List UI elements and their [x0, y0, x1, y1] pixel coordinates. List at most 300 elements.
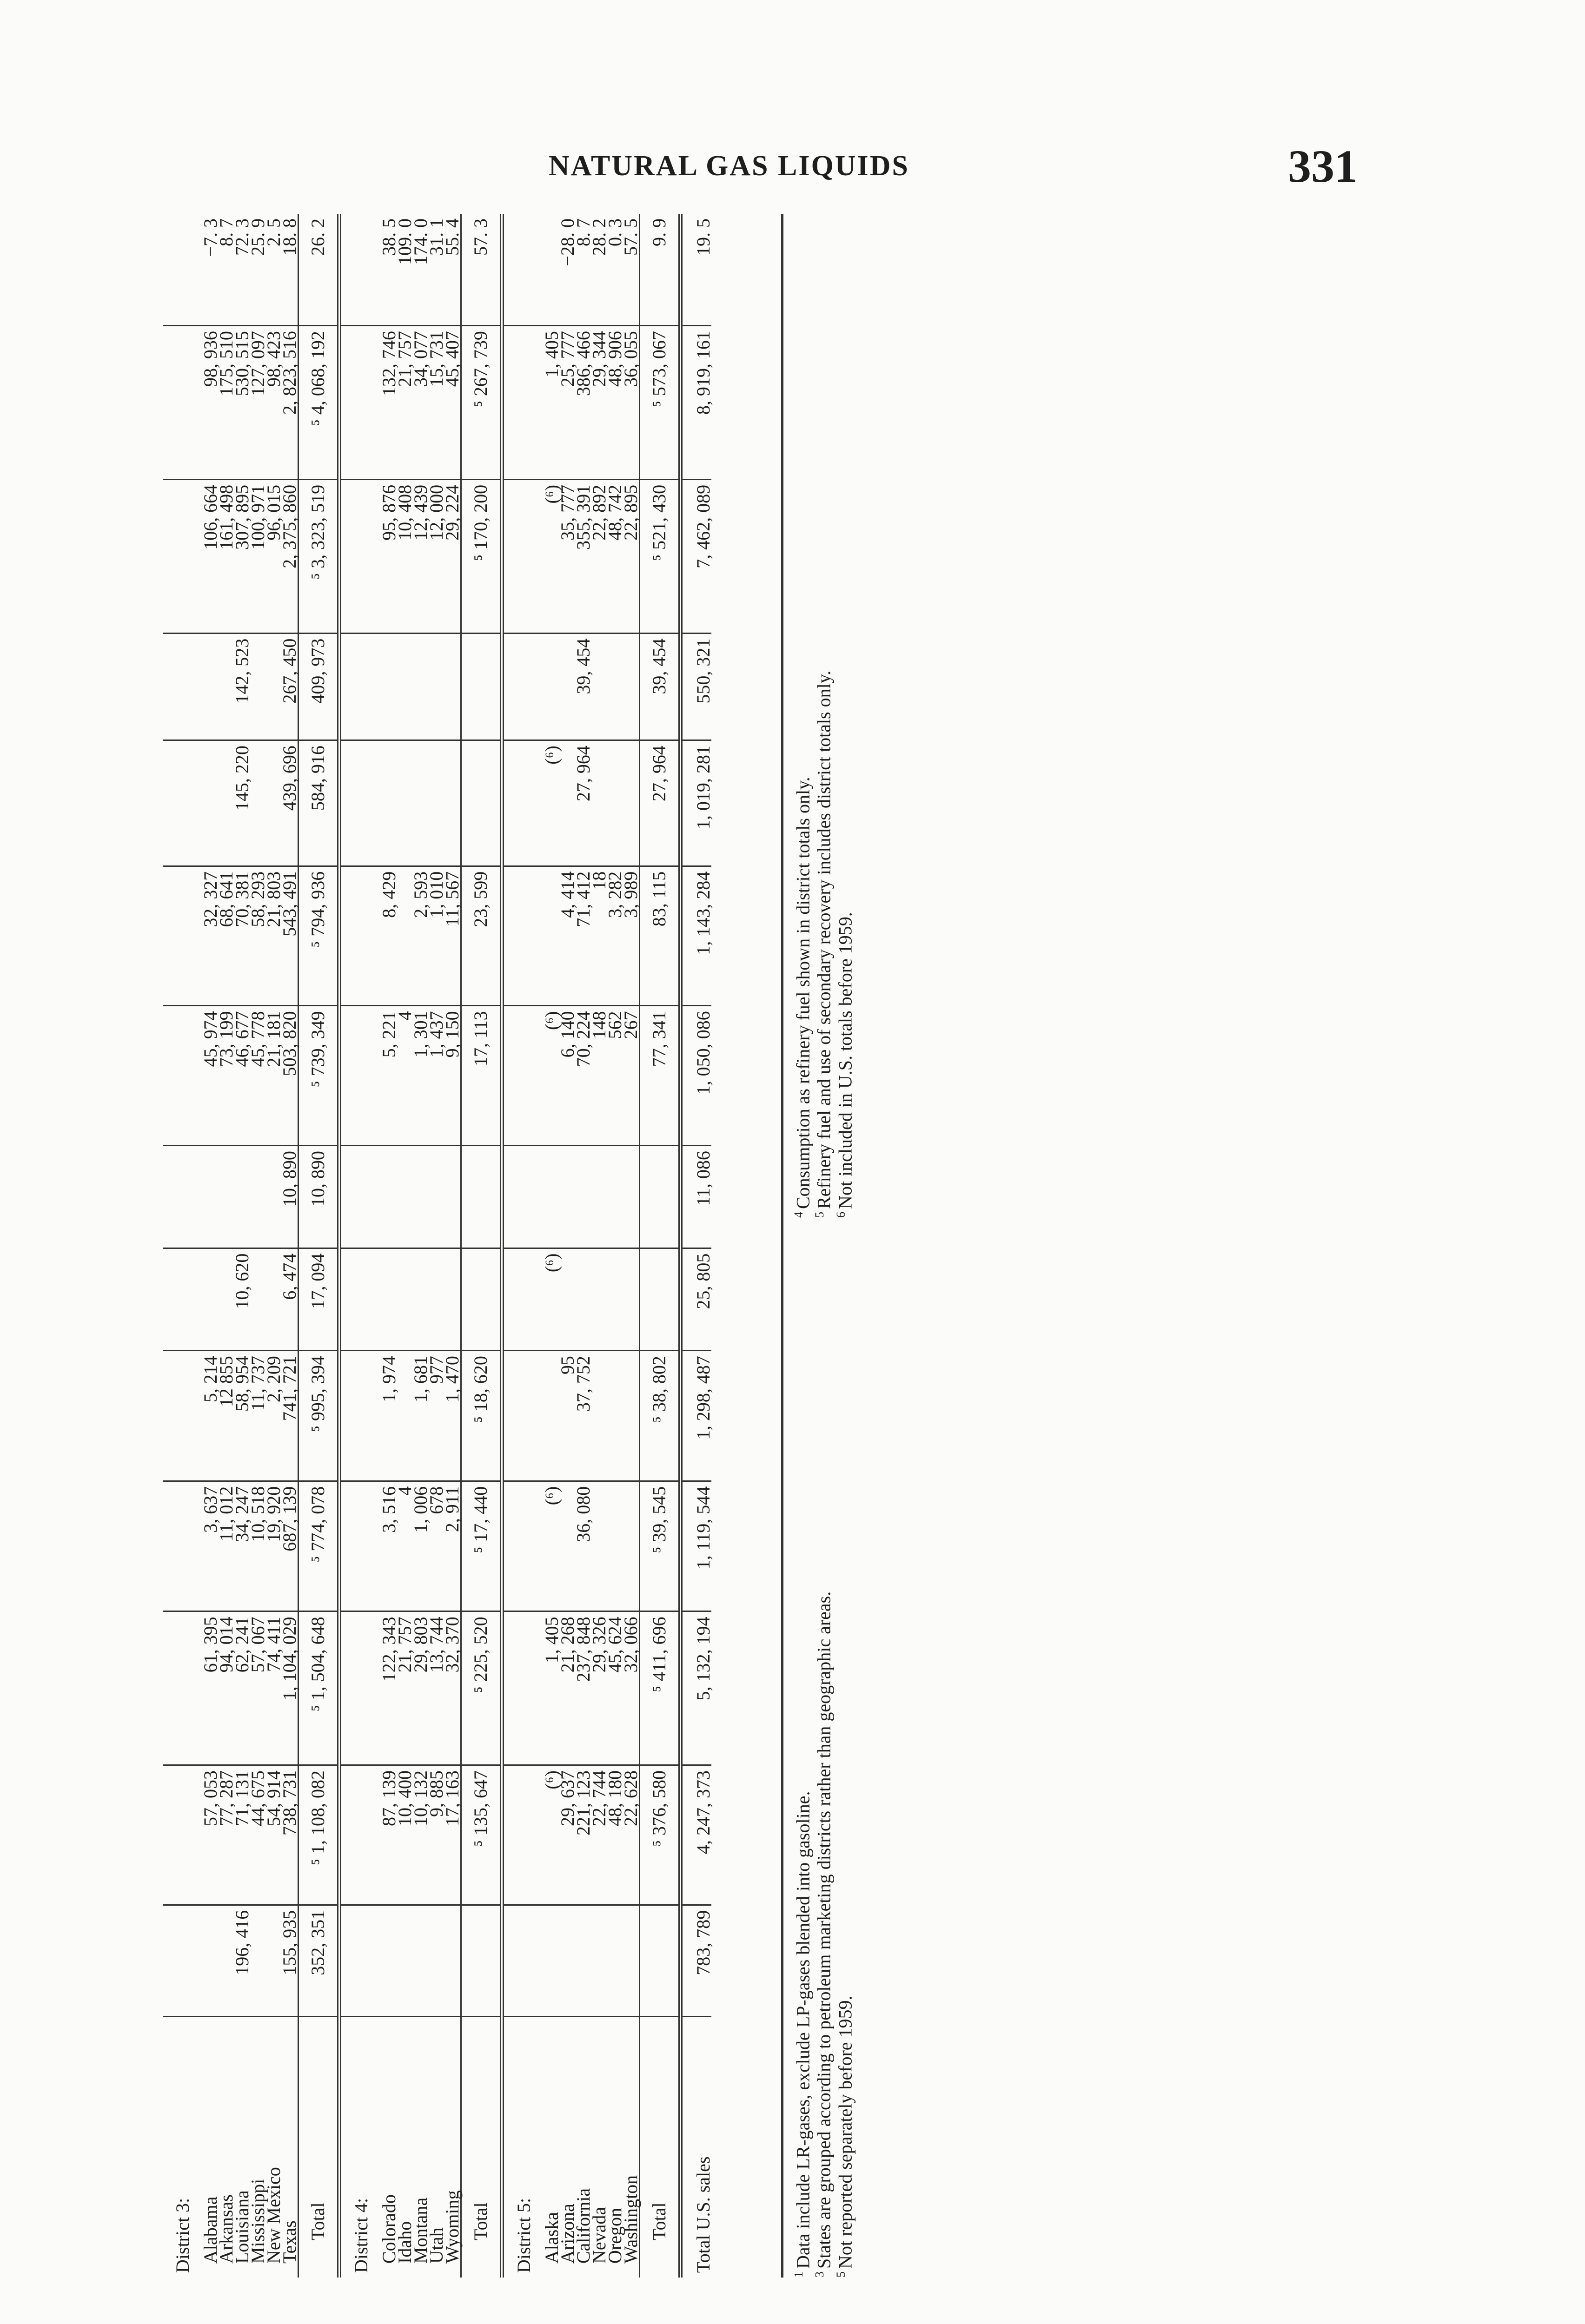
table-cell [591, 1481, 607, 1611]
table-cell: 22, 892 [591, 479, 607, 633]
table-cell [444, 633, 461, 740]
table-cell: 267, 450 [282, 633, 298, 740]
table-cell: 584, 916 [298, 740, 339, 866]
table-cell [607, 1481, 623, 1611]
row-label: Utah [426, 2227, 447, 2264]
table-cell: 267 [623, 1006, 640, 1146]
table-cell: 28. 2 [591, 214, 607, 326]
table-cell: 2, 911 [444, 1481, 461, 1611]
table-cell: ⁵ 170, 200 [461, 479, 502, 633]
table-cell [444, 740, 461, 866]
table-cell [461, 1146, 502, 1248]
table-cell: 27, 964 [576, 740, 591, 866]
table-row [282, 214, 298, 2278]
table-cell: 25, 805 [681, 1248, 712, 1350]
table-cell: 29, 224 [444, 479, 461, 633]
table-cell [413, 1248, 429, 1350]
table-cell: 3, 282 [607, 866, 623, 1006]
table-cell: 57. 3 [461, 214, 502, 326]
table-cell: 46, 677 [234, 1006, 250, 1146]
table-cell [163, 633, 203, 740]
table-cell [381, 1248, 397, 1350]
table-cell: 386, 466 [576, 326, 591, 480]
table-cell: 977 [429, 1351, 444, 1481]
table-cell [576, 1905, 591, 2017]
table-cell: 98, 936 [203, 326, 219, 480]
table-cell [502, 326, 544, 480]
table-cell [461, 633, 502, 740]
table-cell [429, 740, 444, 866]
table-cell: 4, 414 [560, 866, 576, 1006]
footnote: $^1$Data include LR-gases, exclude LP-gases blended into gasoline. [792, 1791, 814, 2278]
row-label: Total [640, 2017, 681, 2278]
footnote: $^5$Not reported separately before 1959. [834, 1995, 856, 2278]
row-label: Alaska [541, 2212, 562, 2264]
table-cell: 8, 429 [381, 866, 397, 1006]
table-cell: 741, 721 [282, 1351, 298, 1481]
table-cell: 45, 778 [250, 1006, 266, 1146]
table-row [444, 214, 461, 2278]
table-cell: 83, 115 [640, 866, 681, 1006]
table-cell [544, 1146, 560, 1248]
table-cell: 530, 515 [234, 326, 250, 480]
table-cell [250, 740, 266, 866]
table-cell [163, 214, 203, 326]
table-cell: 5, 214 [203, 1351, 219, 1481]
table-cell: 71, 131 [234, 1765, 250, 1905]
table-cell: 2, 375, 860 [282, 479, 298, 633]
table-cell [607, 1905, 623, 2017]
table-cell: 62, 241 [234, 1611, 250, 1765]
table-cell: 11, 012 [219, 1481, 234, 1611]
table-cell [219, 1146, 234, 1248]
table-cell: ⁵ 1, 108, 082 [298, 1765, 339, 1905]
table-cell [339, 326, 382, 480]
table-cell: 57, 053 [203, 1765, 219, 1905]
table-cell [502, 1765, 544, 1905]
table-cell: 72. 3 [234, 214, 250, 326]
row-label: Wyoming [442, 2190, 463, 2264]
table-cell: 687, 139 [282, 1481, 298, 1611]
table-cell [461, 740, 502, 866]
table-cell [623, 1146, 640, 1248]
table-cell: 10, 890 [298, 1146, 339, 1248]
table-cell [623, 740, 640, 866]
table-cell: 26. 2 [298, 214, 339, 326]
table-cell: ⁵ 17, 440 [461, 1481, 502, 1611]
table-cell: 34, 077 [413, 326, 429, 480]
table-cell: 31. 1 [429, 214, 444, 326]
sales-table [163, 214, 714, 2278]
table-cell: −28. 0 [560, 214, 576, 326]
table-cell: 5, 221 [381, 1006, 397, 1146]
table-cell: 1, 437 [429, 1006, 444, 1146]
table-cell [339, 1006, 382, 1146]
row-label: District 4: [339, 2017, 382, 2278]
table-cell: 503, 820 [282, 1006, 298, 1146]
table-row [681, 214, 712, 2278]
table-cell: 550, 321 [681, 633, 712, 740]
table-cell: 10, 518 [250, 1481, 266, 1611]
table-cell: ⁵ 573, 067 [640, 326, 681, 480]
table-cell: 29, 344 [591, 326, 607, 480]
table-cell: 29, 803 [413, 1611, 429, 1765]
table-cell [381, 740, 397, 866]
table-cell: 409, 973 [298, 633, 339, 740]
table-cell: 10, 620 [234, 1248, 250, 1350]
table-cell: 2, 823, 516 [282, 326, 298, 480]
table-cell [339, 866, 382, 1006]
table-cell [640, 1248, 681, 1350]
table-cell: 12, 439 [413, 479, 429, 633]
table-cell: 562 [607, 1006, 623, 1146]
table-row [163, 214, 203, 2278]
table-cell: 13, 744 [429, 1611, 444, 1765]
table-cell [429, 1248, 444, 1350]
footnote-rule [781, 214, 783, 2278]
table-cell: 7, 462, 089 [681, 479, 712, 633]
running-title: NATURAL GAS LIQUIDS [549, 150, 909, 182]
table-cell: 21, 757 [397, 326, 413, 480]
table-cell: 221, 123 [576, 1765, 591, 1905]
table-cell: 1, 298, 487 [681, 1351, 712, 1481]
table-cell [444, 1905, 461, 2017]
table-cell [607, 1146, 623, 1248]
table-cell: ⁵ 135, 647 [461, 1765, 502, 1905]
table-cell: 1, 405 [544, 326, 560, 480]
table-cell: 4 [397, 1481, 413, 1611]
table-cell: 145, 220 [234, 740, 250, 866]
table-cell: 8. 7 [576, 214, 591, 326]
table-cell: ⁵ 739, 349 [298, 1006, 339, 1146]
table-row [461, 214, 502, 2278]
table-cell: 21, 268 [560, 1611, 576, 1765]
table-cell [607, 1351, 623, 1481]
table-row [623, 214, 640, 2278]
table-cell: 196, 416 [234, 1905, 250, 2017]
table-cell [163, 1481, 203, 1611]
table-cell: 36, 080 [576, 1481, 591, 1611]
table-row [339, 214, 382, 2278]
table-cell: 98, 423 [266, 326, 282, 480]
table-cell: 1, 301 [413, 1006, 429, 1146]
table-cell: (⁶) [544, 479, 560, 633]
table-cell: 12, 000 [429, 479, 444, 633]
table-cell: 27, 964 [640, 740, 681, 866]
table-cell: 21, 803 [266, 866, 282, 1006]
table-cell [607, 740, 623, 866]
table-cell: 17, 163 [444, 1765, 461, 1905]
table-cell: 10, 132 [413, 1765, 429, 1905]
row-label: Idaho [394, 2221, 415, 2264]
row-label: Alabama [200, 2196, 221, 2264]
table-cell: ⁵ 774, 078 [298, 1481, 339, 1611]
table-cell [339, 633, 382, 740]
table-cell: 25. 9 [250, 214, 266, 326]
table-cell: 1, 119, 544 [681, 1481, 712, 1611]
row-label: District 5: [502, 2017, 544, 2278]
table-cell: 32, 370 [444, 1611, 461, 1765]
table-cell: 18 [591, 866, 607, 1006]
table-cell [502, 1481, 544, 1611]
table-cell: 70, 381 [234, 866, 250, 1006]
table-cell: 73, 199 [219, 1006, 234, 1146]
footnote: $^4$Consumption as refinery fuel shown in district totals only. [792, 777, 814, 1218]
table-cell: 11, 086 [681, 1146, 712, 1248]
table-cell: 10, 400 [397, 1765, 413, 1905]
table-cell [502, 1611, 544, 1765]
table-cell: 10, 890 [282, 1146, 298, 1248]
row-label: Texas [279, 2220, 300, 2264]
row-label: Arizona [557, 2204, 578, 2264]
table-cell [339, 214, 382, 326]
table-cell: 77, 287 [219, 1765, 234, 1905]
table-cell: 3, 516 [381, 1481, 397, 1611]
row-label: Oregon [604, 2208, 625, 2264]
table-cell: ⁵ 521, 430 [640, 479, 681, 633]
table-cell: 142, 523 [234, 633, 250, 740]
table-cell [502, 1248, 544, 1350]
table-cell: 23, 599 [461, 866, 502, 1006]
row-label: District 3: [172, 2198, 193, 2273]
table-cell [339, 1146, 382, 1248]
table-cell [591, 740, 607, 866]
table-cell: 1, 681 [413, 1351, 429, 1481]
table-cell: 122, 343 [381, 1611, 397, 1765]
table-cell: 19, 920 [266, 1481, 282, 1611]
table-cell: ⁵ 39, 545 [640, 1481, 681, 1611]
table-cell: 68, 641 [219, 866, 234, 1006]
table-cell: ⁵ 3, 323, 519 [298, 479, 339, 633]
table-body [163, 214, 714, 2278]
table-cell [560, 1248, 576, 1350]
table-cell [560, 1905, 576, 2017]
table-cell [339, 1481, 382, 1611]
table-cell: 8. 7 [219, 214, 234, 326]
table-cell: 175, 510 [219, 326, 234, 480]
table-cell [397, 1146, 413, 1248]
table-cell [502, 1146, 544, 1248]
table-cell: ⁵ 225, 520 [461, 1611, 502, 1765]
table-cell: 45, 407 [444, 326, 461, 480]
table-cell [640, 1905, 681, 2017]
table-cell: 36, 055 [623, 326, 640, 480]
table-cell: 15, 731 [429, 326, 444, 480]
table-cell: (⁶) [544, 1765, 560, 1905]
table-cell [502, 479, 544, 633]
table-cell: 34, 247 [234, 1481, 250, 1611]
table-cell: 32, 327 [203, 866, 219, 1006]
table-cell [591, 1248, 607, 1350]
table-cell [203, 633, 219, 740]
table-cell [163, 1351, 203, 1481]
table-cell: 21, 181 [266, 1006, 282, 1146]
table-cell [607, 1248, 623, 1350]
table-cell: ⁵ 995, 394 [298, 1351, 339, 1481]
table-cell: 1, 104, 029 [282, 1611, 298, 1765]
table-cell [163, 740, 203, 866]
table-cell [250, 1248, 266, 1350]
table-cell [502, 633, 544, 740]
footnote: $^6$Not included in U.S. totals before 1959. [834, 912, 856, 1218]
table-cell [502, 1351, 544, 1481]
table-cell: 21, 757 [397, 1611, 413, 1765]
table-cell: 783, 789 [681, 1905, 712, 2017]
table-cell [444, 1146, 461, 1248]
table-cell: 22, 895 [623, 479, 640, 633]
table-cell [502, 1905, 544, 2017]
table-cell [163, 326, 203, 480]
table-cell [461, 1905, 502, 2017]
table-cell [163, 1611, 203, 1765]
table-cell [591, 1905, 607, 2017]
table-cell: 1, 050, 086 [681, 1006, 712, 1146]
table-cell: 148 [591, 1006, 607, 1146]
table-cell: 9, 150 [444, 1006, 461, 1146]
table-cell: 3, 989 [623, 866, 640, 1006]
table-cell [339, 1905, 382, 2017]
row-label: Total [461, 2017, 502, 2278]
table-cell: 543, 491 [282, 866, 298, 1006]
table-cell [381, 1146, 397, 1248]
table-cell: 74, 411 [266, 1611, 282, 1765]
table-cell [397, 740, 413, 866]
table-cell: 106, 664 [203, 479, 219, 633]
table-cell: 37, 752 [576, 1351, 591, 1481]
table-cell: ⁵ 794, 936 [298, 866, 339, 1006]
table-cell [234, 1146, 250, 1248]
table-cell [163, 866, 203, 1006]
table-cell [339, 740, 382, 866]
row-label: Arkansas [216, 2194, 237, 2264]
table-cell [576, 1146, 591, 1248]
table-cell: 2, 209 [266, 1351, 282, 1481]
table-cell [607, 633, 623, 740]
row-label: New Mexico [263, 2167, 284, 2264]
table-cell [502, 214, 544, 326]
table-cell [163, 1765, 203, 1905]
table-cell: 3, 637 [203, 1481, 219, 1611]
table-cell: 10, 408 [397, 479, 413, 633]
table-cell: 1, 470 [444, 1351, 461, 1481]
table-cell: ⁵ 376, 580 [640, 1765, 681, 1905]
table-cell: 307, 895 [234, 479, 250, 633]
table-row [502, 214, 544, 2278]
table-cell: 95, 876 [381, 479, 397, 633]
footnotes-right [790, 242, 854, 1218]
table-cell: 738, 731 [282, 1765, 298, 1905]
table-cell: 8, 919, 161 [681, 326, 712, 480]
table-cell: 17, 113 [461, 1006, 502, 1146]
table-cell: 25, 777 [560, 326, 576, 480]
table-cell: 32, 066 [623, 1611, 640, 1765]
table-cell: 77, 341 [640, 1006, 681, 1146]
table-cell: 35, 777 [560, 479, 576, 633]
table-cell: 4 [397, 1006, 413, 1146]
table-cell: 18. 8 [282, 214, 298, 326]
table-cell: 55. 4 [444, 214, 461, 326]
table-cell [339, 1765, 382, 1905]
table-cell: 61, 395 [203, 1611, 219, 1765]
table-cell [444, 1248, 461, 1350]
table-cell [413, 1905, 429, 2017]
table-cell: 87, 139 [381, 1765, 397, 1905]
table-cell: 1, 010 [429, 866, 444, 1006]
table-cell: (⁶) [544, 1006, 560, 1146]
table-cell: (⁶) [544, 1481, 560, 1611]
table-cell: 57. 5 [623, 214, 640, 326]
footnotes-left [790, 1301, 854, 2278]
table-cell: 237, 848 [576, 1611, 591, 1765]
table-cell [544, 1905, 560, 2017]
table-cell: 1, 006 [413, 1481, 429, 1611]
table-cell: (⁶) [544, 1248, 560, 1350]
table-cell: ⁵ 411, 696 [640, 1611, 681, 1765]
table-cell: 17, 094 [298, 1248, 339, 1350]
page-number: 331 [1288, 140, 1358, 192]
table-cell: 22, 628 [623, 1765, 640, 1905]
table-cell: ⁵ 267, 739 [461, 326, 502, 480]
table-cell [560, 1146, 576, 1248]
table-cell [250, 1146, 266, 1248]
table-cell: 57, 067 [250, 1611, 266, 1765]
table-cell: 127, 097 [250, 326, 266, 480]
table-cell [502, 740, 544, 866]
table-cell [623, 1351, 640, 1481]
table-row [640, 214, 681, 2278]
table-cell: 39, 454 [640, 633, 681, 740]
table-cell: 6, 140 [560, 1006, 576, 1146]
table-cell [461, 1248, 502, 1350]
footnote: $^3$States are grouped according to petroleum marketing districts rather than geographic areas. [813, 1591, 835, 2278]
table-cell [413, 633, 429, 740]
table-cell [250, 633, 266, 740]
footnote: $^5$Refinery fuel and use of secondary recovery includes district totals only. [813, 670, 835, 1218]
table-cell [163, 1146, 203, 1248]
table-cell: 44, 675 [250, 1765, 266, 1905]
table-cell: 9, 885 [429, 1765, 444, 1905]
table-cell [429, 633, 444, 740]
rotated-table-block [163, 214, 888, 2278]
table-cell [623, 1905, 640, 2017]
table-cell: 45, 624 [607, 1611, 623, 1765]
table-cell [623, 1248, 640, 1350]
table-cell: 352, 351 [298, 1905, 339, 2017]
table-cell: 29, 326 [591, 1611, 607, 1765]
row-label: Louisiana [232, 2190, 252, 2264]
table-cell: 4, 247, 373 [681, 1765, 712, 1905]
row-label: Montana [410, 2197, 431, 2264]
table-cell [163, 479, 203, 633]
table-cell [381, 633, 397, 740]
table-cell: 94, 014 [219, 1611, 234, 1765]
table-cell [623, 633, 640, 740]
table-cell [591, 1146, 607, 1248]
table-cell: (⁶) [544, 740, 560, 866]
table-cell [397, 1248, 413, 1350]
table-cell: −7. 3 [203, 214, 219, 326]
table-cell: 39, 454 [576, 633, 591, 740]
table-cell [576, 1248, 591, 1350]
footnotes [781, 214, 856, 2278]
table-cell: 2. 5 [266, 214, 282, 326]
table-cell [339, 1248, 382, 1350]
table-cell [339, 1351, 382, 1481]
table-cell: 95 [560, 1351, 576, 1481]
table-cell: 54, 914 [266, 1765, 282, 1905]
table-cell: 12 855 [219, 1351, 234, 1481]
row-label: Total [298, 2017, 339, 2278]
